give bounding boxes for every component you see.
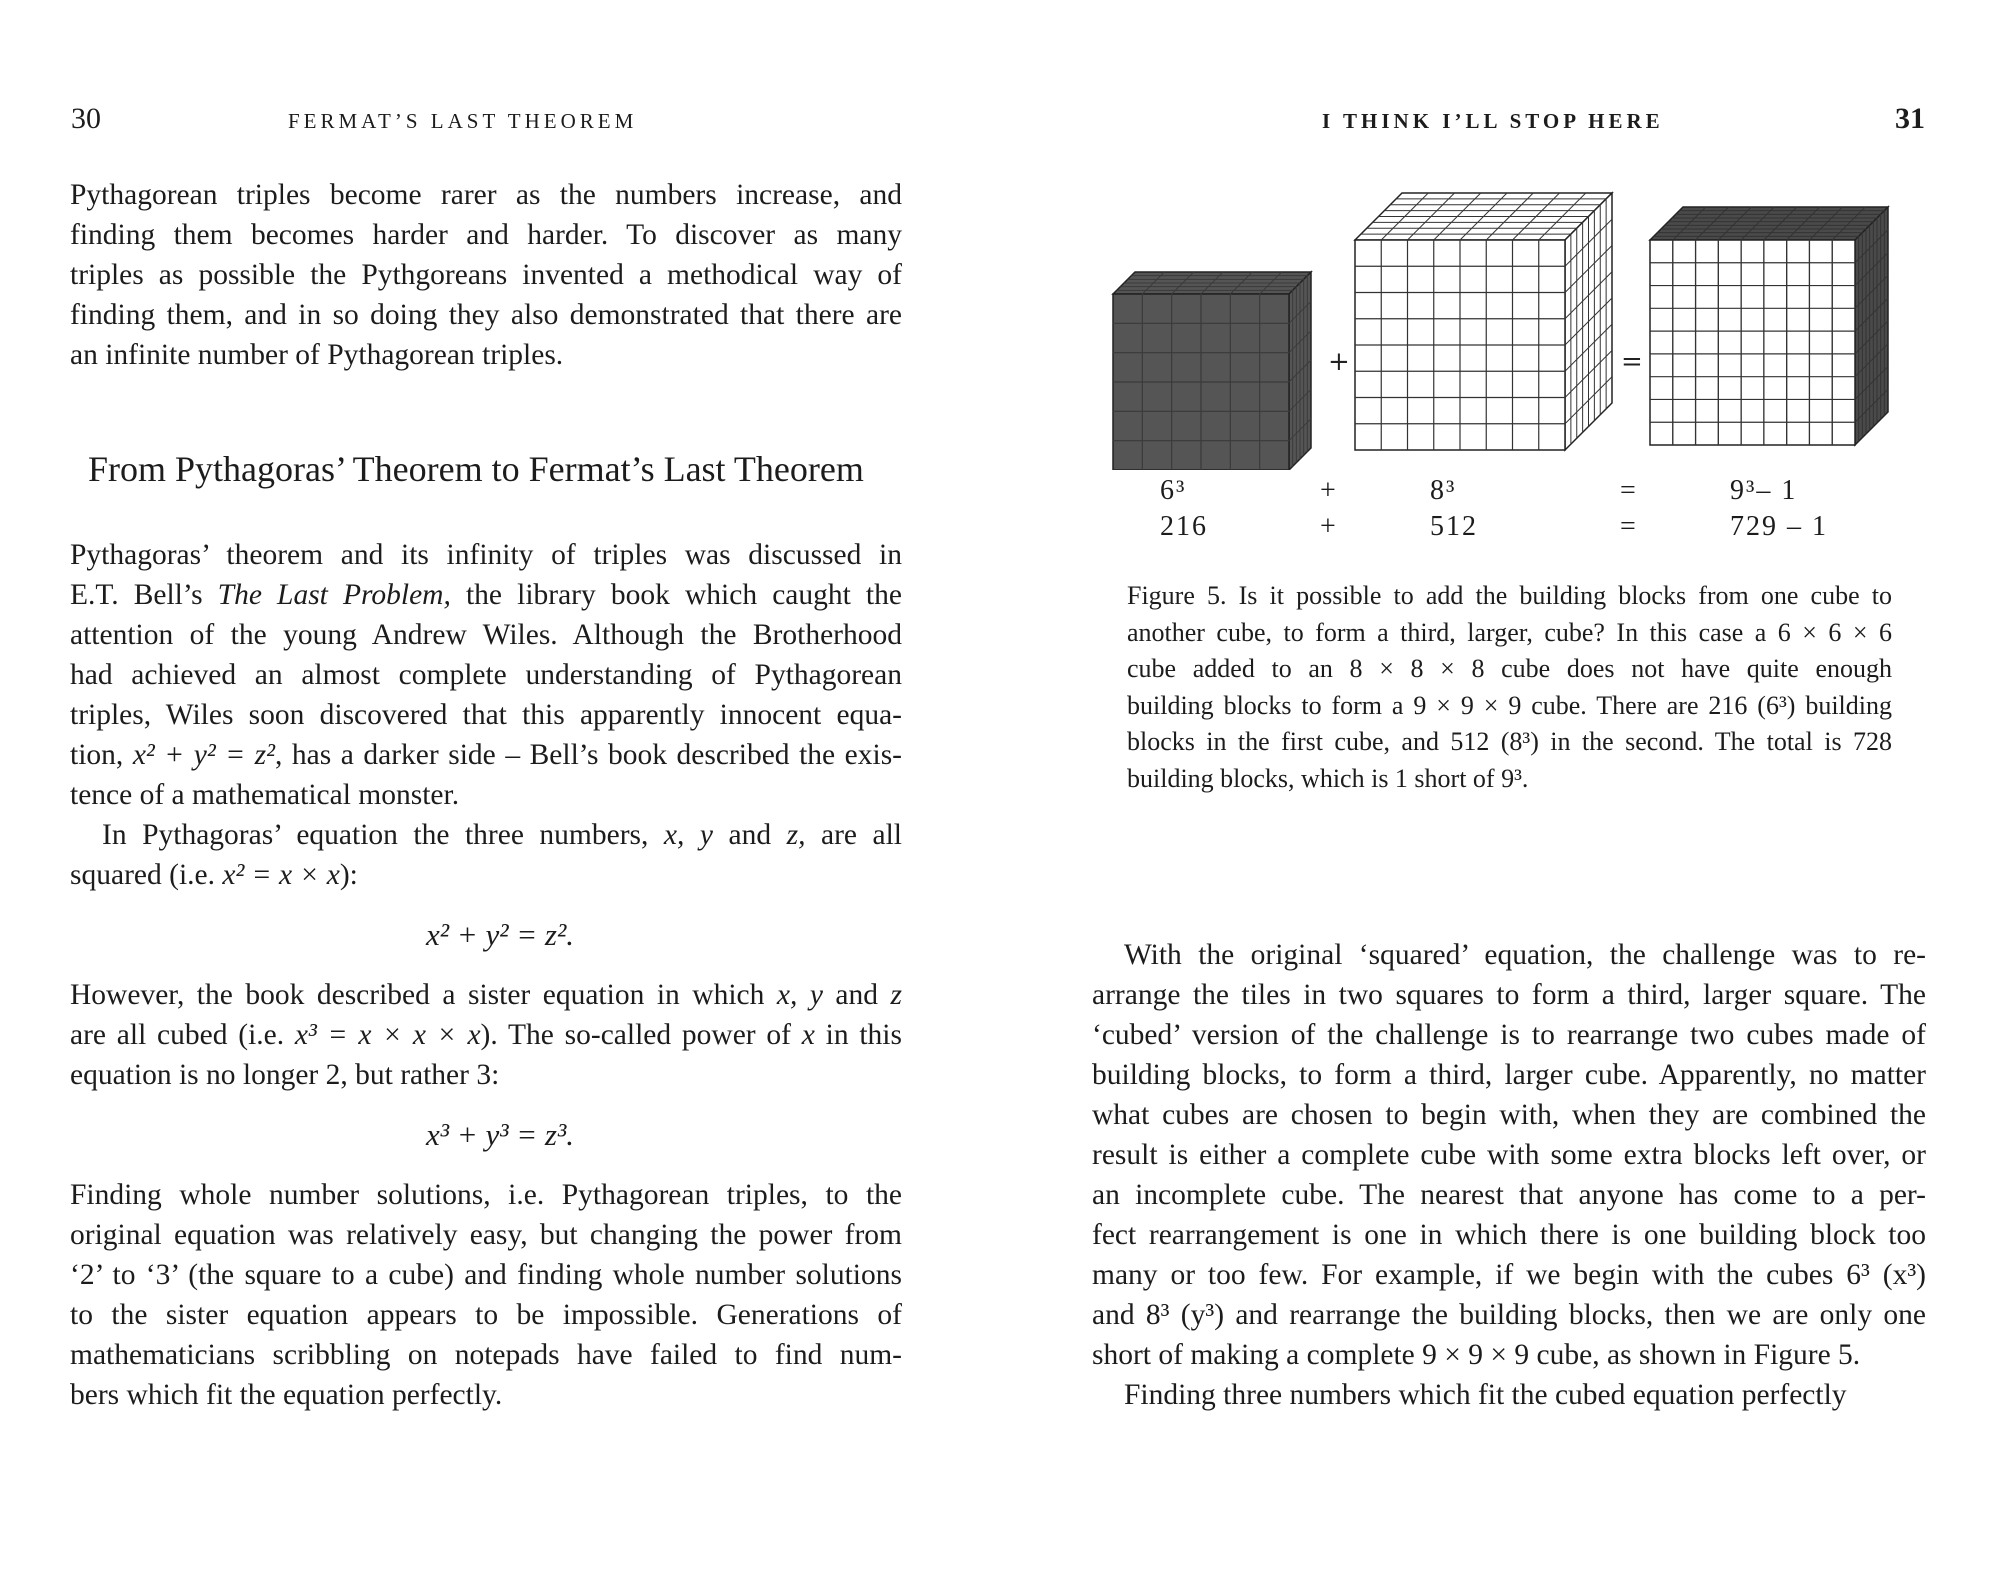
paragraph-finding-three <box>1092 1375 1926 1415</box>
text-line: what cubes are chosen to begin with, when they are combined the <box>1092 1099 1926 1131</box>
text-line: are all cubed (i.e. x³ = x × x × x). The so-called power of x in this <box>70 1019 902 1051</box>
inline-equation: x³ = x × x × x <box>294 1019 481 1051</box>
paragraph-whole-numbers <box>70 1175 902 1415</box>
cube-front-face <box>1650 240 1855 445</box>
text-line: ‘2’ to ‘3’ (the square to a cube) and finding whole number solutions <box>70 1259 902 1291</box>
paragraph-bell-book <box>70 535 902 815</box>
text-line: many or too few. For example, if we begin with the cubes 6³ (x³) <box>1092 1259 1926 1291</box>
text-line: finding them, and in so doing they also demonstrated that there are <box>70 299 902 331</box>
text-line: original equation was relatively easy, but changing the power from <box>70 1219 902 1251</box>
text-line: an incomplete cube. The nearest that anyone has come to a per- <box>1092 1179 1926 1211</box>
text-line: finding them becomes harder and harder. To discover as many <box>70 219 902 251</box>
text-line: fect rearrangement is one in which there is one building block too <box>1092 1219 1926 1251</box>
label-power-b: 8³ <box>1430 475 1457 506</box>
intro-paragraph <box>70 175 902 375</box>
label-equals: = <box>1620 475 1638 506</box>
label-plus: + <box>1320 511 1338 542</box>
text-line: to the sister equation appears to be impossible. Generations of <box>70 1299 902 1331</box>
text-line: arrange the tiles in two squares to form a third, larger square. The <box>1092 979 1926 1011</box>
label-value-b: 512 <box>1430 511 1478 542</box>
text-line: and 8³ (y³) and rearrange the building blocks, then we are only one <box>1092 1299 1926 1331</box>
book-title: The Last Problem, <box>217 579 451 611</box>
paragraph-squared <box>70 815 902 895</box>
text-line: result is either a complete cube with some extra blocks left over, or <box>1092 1139 1926 1171</box>
text-line: tence of a mathematical monster. <box>70 779 460 811</box>
text-line: mathematicians scribbling on notepads have failed to find num- <box>70 1339 902 1371</box>
text-line: In Pythagoras’ equation the three numbers, x, y and z, are all <box>102 819 903 851</box>
inline-equation: x² = x × x <box>222 859 340 891</box>
section-heading: From Pythagoras’ Theorem to Fermat’s Last Theorem <box>88 449 864 489</box>
text-line: squared (i.e. x² = x × x): <box>70 859 358 891</box>
text-line: equation is no longer 2, but rather 3: <box>70 1059 500 1091</box>
cube-6x6x6 <box>1113 272 1311 470</box>
page-number-left: 30 <box>71 102 101 135</box>
text-line: Pythagorean triples become rarer as the numbers increase, and <box>70 179 902 211</box>
caption-line: building blocks, which is 1 short of 9³. <box>1127 763 1529 793</box>
paragraph-rearrange <box>1092 935 1926 1375</box>
text-line: building blocks, to form a third, larger cube. Apparently, no matter <box>1092 1059 1926 1091</box>
caption-line: another cube, to form a third, larger, cube? In this case a 6 × 6 × 6 <box>1127 617 1892 647</box>
text-line: ‘cubed’ version of the challenge is to rearrange two cubes made of <box>1092 1019 1926 1051</box>
text-line: bers which fit the equation perfectly. <box>70 1379 503 1411</box>
running-head-right: I THINK I’LL STOP HERE <box>1322 109 1664 133</box>
inline-equation: x² + y² = z² <box>132 739 275 771</box>
figure-caption <box>1127 578 1892 797</box>
text-line: However, the book described a sister equation in which x, y and z <box>70 979 902 1011</box>
cube-8x8x8 <box>1355 193 1612 450</box>
label-equals: = <box>1620 511 1638 542</box>
equals-sign-figure: = <box>1621 347 1643 377</box>
label-plus: + <box>1320 475 1338 506</box>
label-power-a: 6³ <box>1160 475 1187 506</box>
text-line: attention of the young Andrew Wiles. Although the Brotherhood <box>70 619 902 651</box>
text-line: had achieved an almost complete understanding of Pythagorean <box>70 659 902 691</box>
text-line: short of making a complete 9 × 9 × 9 cube, as shown in Figure 5. <box>1092 1339 1861 1371</box>
text-line: Finding whole number solutions, i.e. Pythagorean triples, to the <box>70 1179 902 1211</box>
label-value-c: 729 – 1 <box>1730 511 1828 542</box>
text-line: triples as possible the Pythgoreans invented a methodical way of <box>70 259 902 291</box>
cube-9x9x9-minus-one <box>1650 207 1888 445</box>
text-line: E.T. Bell’s The Last Problem, the library book which caught the <box>70 579 902 611</box>
equation-cubed: x³ + y³ = z³. <box>425 1117 575 1152</box>
text-line: tion, x² + y² = z², has a darker side – Bell’s book described the exis- <box>70 739 902 771</box>
caption-line: blocks in the first cube, and 512 (8³) in the second. The total is 728 <box>1127 727 1892 756</box>
paragraph-cubed <box>70 975 902 1095</box>
text-line: an infinite number of Pythagorean triples. <box>70 339 564 371</box>
plus-sign-figure: + <box>1328 347 1350 377</box>
label-value-a: 216 <box>1160 511 1208 542</box>
equation-squared: x² + y² = z². <box>425 917 575 952</box>
text-line: Finding three numbers which fit the cubed equation perfectly <box>1124 1379 1847 1411</box>
text-line: triples, Wiles soon discovered that this apparently innocent equa- <box>70 699 902 731</box>
label-power-c: 9³– 1 <box>1730 475 1798 506</box>
running-head-left: FERMAT’S LAST THEOREM <box>288 109 638 133</box>
caption-line: Figure 5. Is it possible to add the building blocks from one cube to <box>1127 581 1892 610</box>
right-page <box>1000 0 2000 1579</box>
text-line: With the original ‘squared’ equation, the challenge was to re- <box>1124 939 1926 971</box>
caption-line: cube added to an 8 × 8 × 8 cube does not have quite enough <box>1127 654 1892 683</box>
text-line: Pythagoras’ theorem and its infinity of triples was discussed in <box>70 539 902 571</box>
figure-5-cubes <box>1000 0 2000 470</box>
caption-line: building blocks to form a 9 × 9 × 9 cube. There are 216 (6³) building <box>1127 690 1892 720</box>
page-number-right: 31 <box>1895 102 1925 135</box>
